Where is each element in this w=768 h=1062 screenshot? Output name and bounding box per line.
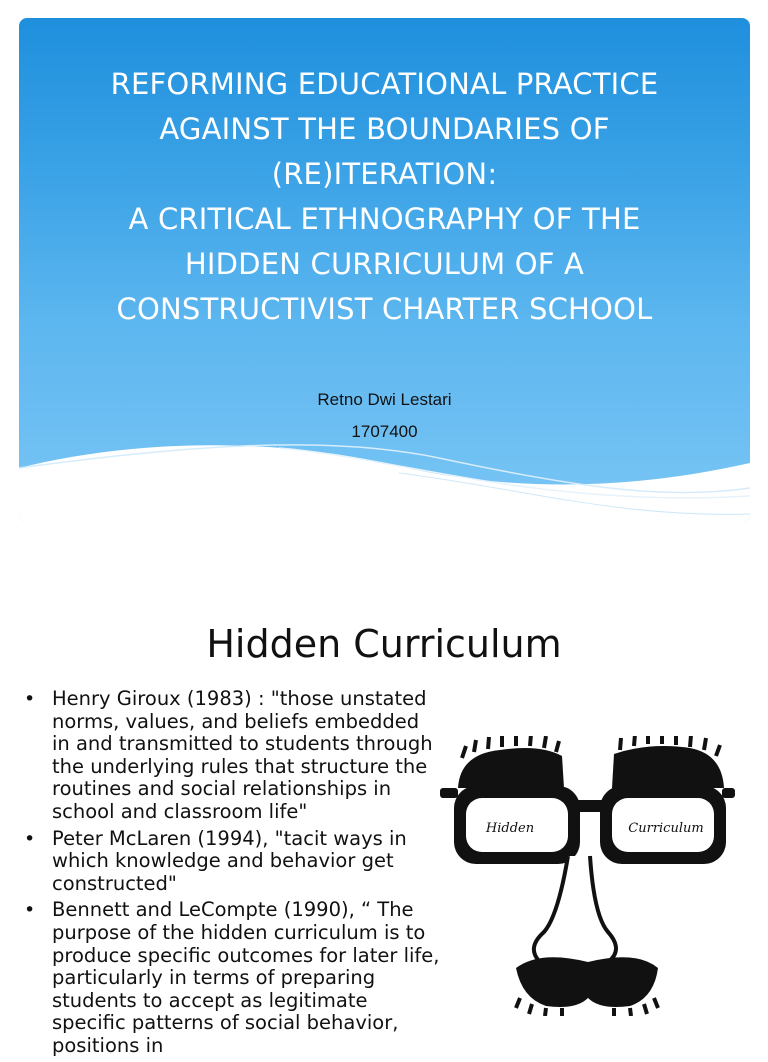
student-id: 1707400 [351,422,418,441]
bullet-text: Peter McLaren (1994), "tacit ways in which knowledge and behavior get constructed" [52,826,407,895]
title-line: CONSTRUCTIVIST CHARTER SCHOOL [116,292,653,326]
mustache-icon [516,957,658,1016]
slide-heading: Hidden Curriculum [206,622,562,666]
title-line: HIDDEN CURRICULUM OF A [184,247,585,281]
bullet-list [20,688,440,1062]
slide-title [19,62,750,332]
right-eyebrow-icon [612,736,724,788]
left-lens-label: Hidden [485,821,535,836]
content-slide [0,560,768,1057]
bullet-text: Henry Giroux (1983) : "those unstated norms, values, and beliefs embedded in and transmitted to students through the underlying rules that structure the routines and social relationships in school and classroom life" [52,687,433,823]
title-line: A CRITICAL ETHNOGRAPHY OF THE [128,202,641,236]
title-line: (RE)ITERATION: [271,157,498,191]
groucho-glasses-icon [440,736,735,1016]
title-line: REFORMING EDUCATIONAL PRACTICE [110,67,659,101]
list-item [20,688,440,824]
bullet-icon: • [24,688,36,710]
title-slide [19,18,750,522]
bullet-icon: • [24,827,36,850]
right-lens-label: Curriculum [628,821,704,836]
title-line: AGAINST THE BOUNDARIES OF [159,112,610,146]
list-item [20,899,440,1057]
left-eyebrow-icon [458,736,564,788]
bullet-text: Bennett and LeCompte (1990), “ The purpose of the hidden curriculum is to produce specific outcomes for later life, particularly in terms of preparing students to accept as legitimate specific patterns of social behavior, positions in [52,898,440,1057]
list-item [20,828,440,896]
bullet-icon: • [24,899,36,922]
author-name: Retno Dwi Lestari [317,390,452,409]
